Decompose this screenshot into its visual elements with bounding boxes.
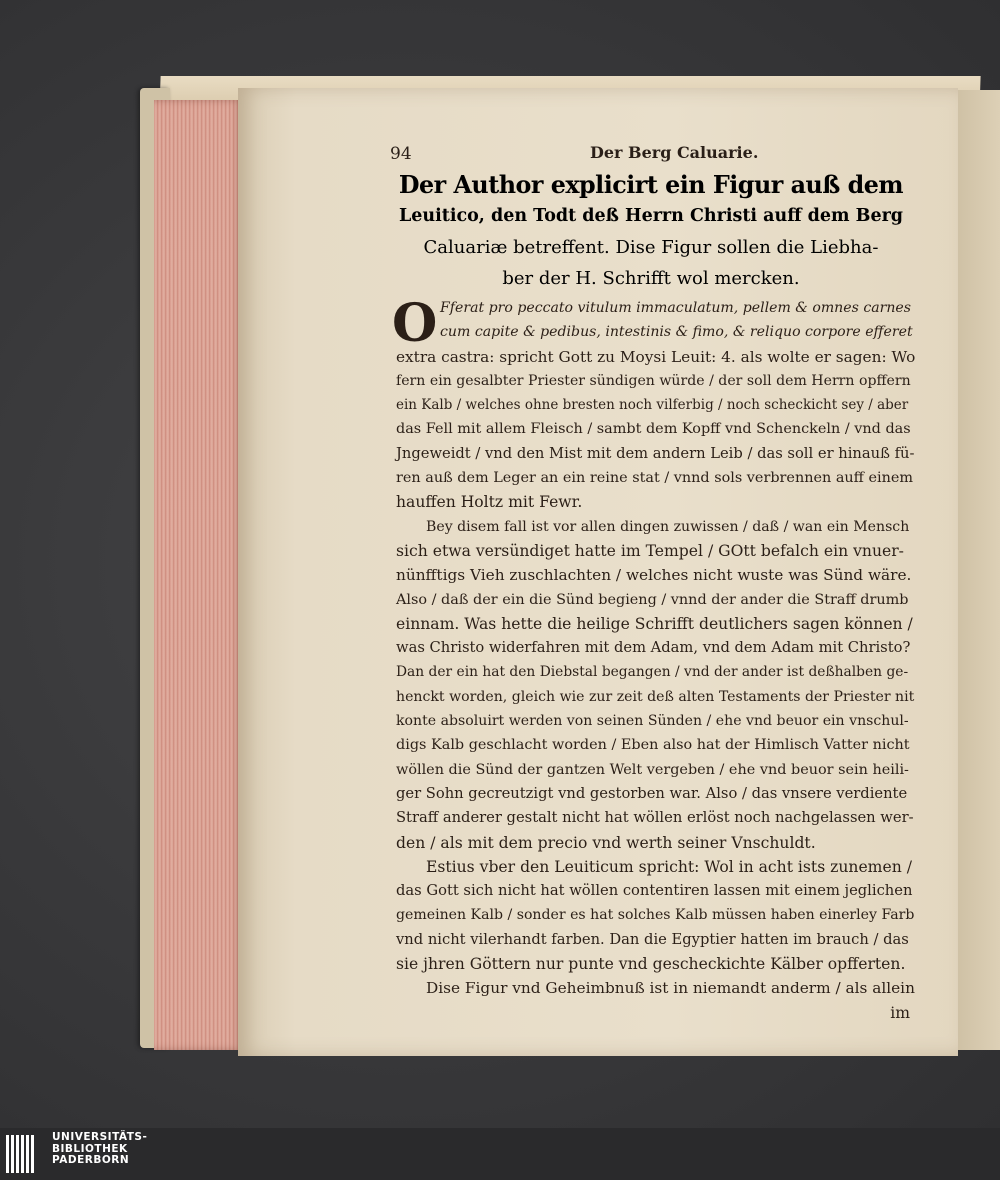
text-line: das Gott sich nicht hat wöllen contentiren lassen mit einem jeglichen [396,882,913,900]
text-line: einnam. Was hette die heilige Schrifft deutlichers sagen können / [396,614,913,633]
library-name [52,1132,147,1167]
text-line: sich etwa versündiget hatte im Tempel / GOtt befalch ein vnuer- [396,541,904,560]
text-line: wöllen die Sünd der gantzen Welt vergeben / ehe vnd beuor sein heili- [396,761,909,778]
library-name-line-3: PADERBORN [52,1154,130,1166]
text-line: gemeinen Kalb / sonder es hat solches Kalb müssen haben einerley Farb [396,907,915,924]
title-line-1: Der Author explicirt ein Figur auß dem [398,171,904,199]
text-line: nünfftigs Vieh zuschlachten / welches nicht wuste was Sünd wäre. [396,566,912,585]
text-line: Bey disem fall ist vor allen dingen zuwissen / daß / wan ein Mensch [426,518,910,535]
facing-page [952,90,1000,1050]
chapter-title [396,170,906,294]
text-line: Straff anderer gestalt nicht hat wöllen erlöst noch nachgelassen wer- [396,809,914,827]
text-line: Fferat pro peccato vitulum immaculatum, pellem & omnes carnes [440,300,911,316]
text-line: den / als mit dem precio vnd werth seiner Vnschuldt. [396,833,816,852]
text-line: sie jhren Göttern nur punte vnd gescheckichte Kälber opfferten. [396,955,906,974]
drop-cap: O [392,293,438,354]
text-line: ger Sohn gecreutzigt vnd gestorben war. Also / das vnsere verdiente [396,784,908,802]
running-head: Der Berg Caluarie. [590,143,759,162]
page-number: 94 [390,144,412,164]
text-line: fern ein gesalbter Priester sündigen würde / der soll dem Herrn opffern [396,372,911,389]
text-line: cum capite & pedibus, intestinis & fimo, & reliquo corpore efferet [440,324,913,341]
text-line: was Christo widerfahren mit dem Adam, vnd dem Adam mit Christo? [396,639,911,657]
text-line: Dan der ein hat den Diebstal begangen / vnd der ander ist deßhalben ge- [396,664,909,681]
text-line: extra castra: spricht Gott zu Moysi Leuit: 4. als wolte er sagen: Wo [396,347,916,366]
text-line: henckt worden, gleich wie zur zeit deß alten Testaments der Priester nit [396,688,915,705]
library-logo-icon [6,1131,50,1177]
text-line: ren auß dem Leger an ein reine stat / vnnd sols verbrennen auff einem [396,470,914,487]
title-line-3: Caluariæ betreffent. Dise Figur sollen die Liebha- [423,237,879,258]
text-line: vnd nicht vilerhandt farben. Dan die Egyptier hatten im brauch / das [396,930,909,948]
footer-bar [0,1128,1000,1180]
text-line: Estius vber den Leuiticum spricht: Wol in acht ists zunemen / [426,857,912,876]
text-line: das Fell mit allem Fleisch / sambt dem Kopff vnd Schenckeln / vnd das [396,421,911,438]
library-name-line-2: BIBLIOTHEK [52,1142,128,1155]
library-name-line-1: UNIVERSITÄTS- [52,1131,148,1143]
text-line: Also / daß der ein die Sünd begieng / vnnd der ander die Straff drumb [396,591,909,608]
text-line: konte absoluirt werden von seinen Sünden / ehe vnd beuor ein vnschul- [396,713,909,730]
body-text [392,293,916,1025]
title-line-4: ber der H. Schrifft wol mercken. [502,268,800,289]
page-edges [154,100,244,1050]
text-line: hauffen Holtz mit Fewr. [396,493,583,512]
text-line: Jngeweidt / vnd den Mist mit dem andern Leib / das soll er hinauß fü- [396,444,915,462]
text-line: digs Kalb geschlacht worden / Eben also hat der Himlisch Vatter nicht [396,737,910,754]
text-line: ein Kalb / welches ohne bresten noch vilferbig / noch scheckicht sey / aber [396,397,909,414]
text-line: Dise Figur vnd Geheimbnuß ist in niemandt anderm / als allein [426,979,915,998]
catchword: im [890,1003,910,1022]
title-line-2: Leuitico, den Todt deß Herrn Christi auff dem Berg [398,206,904,226]
